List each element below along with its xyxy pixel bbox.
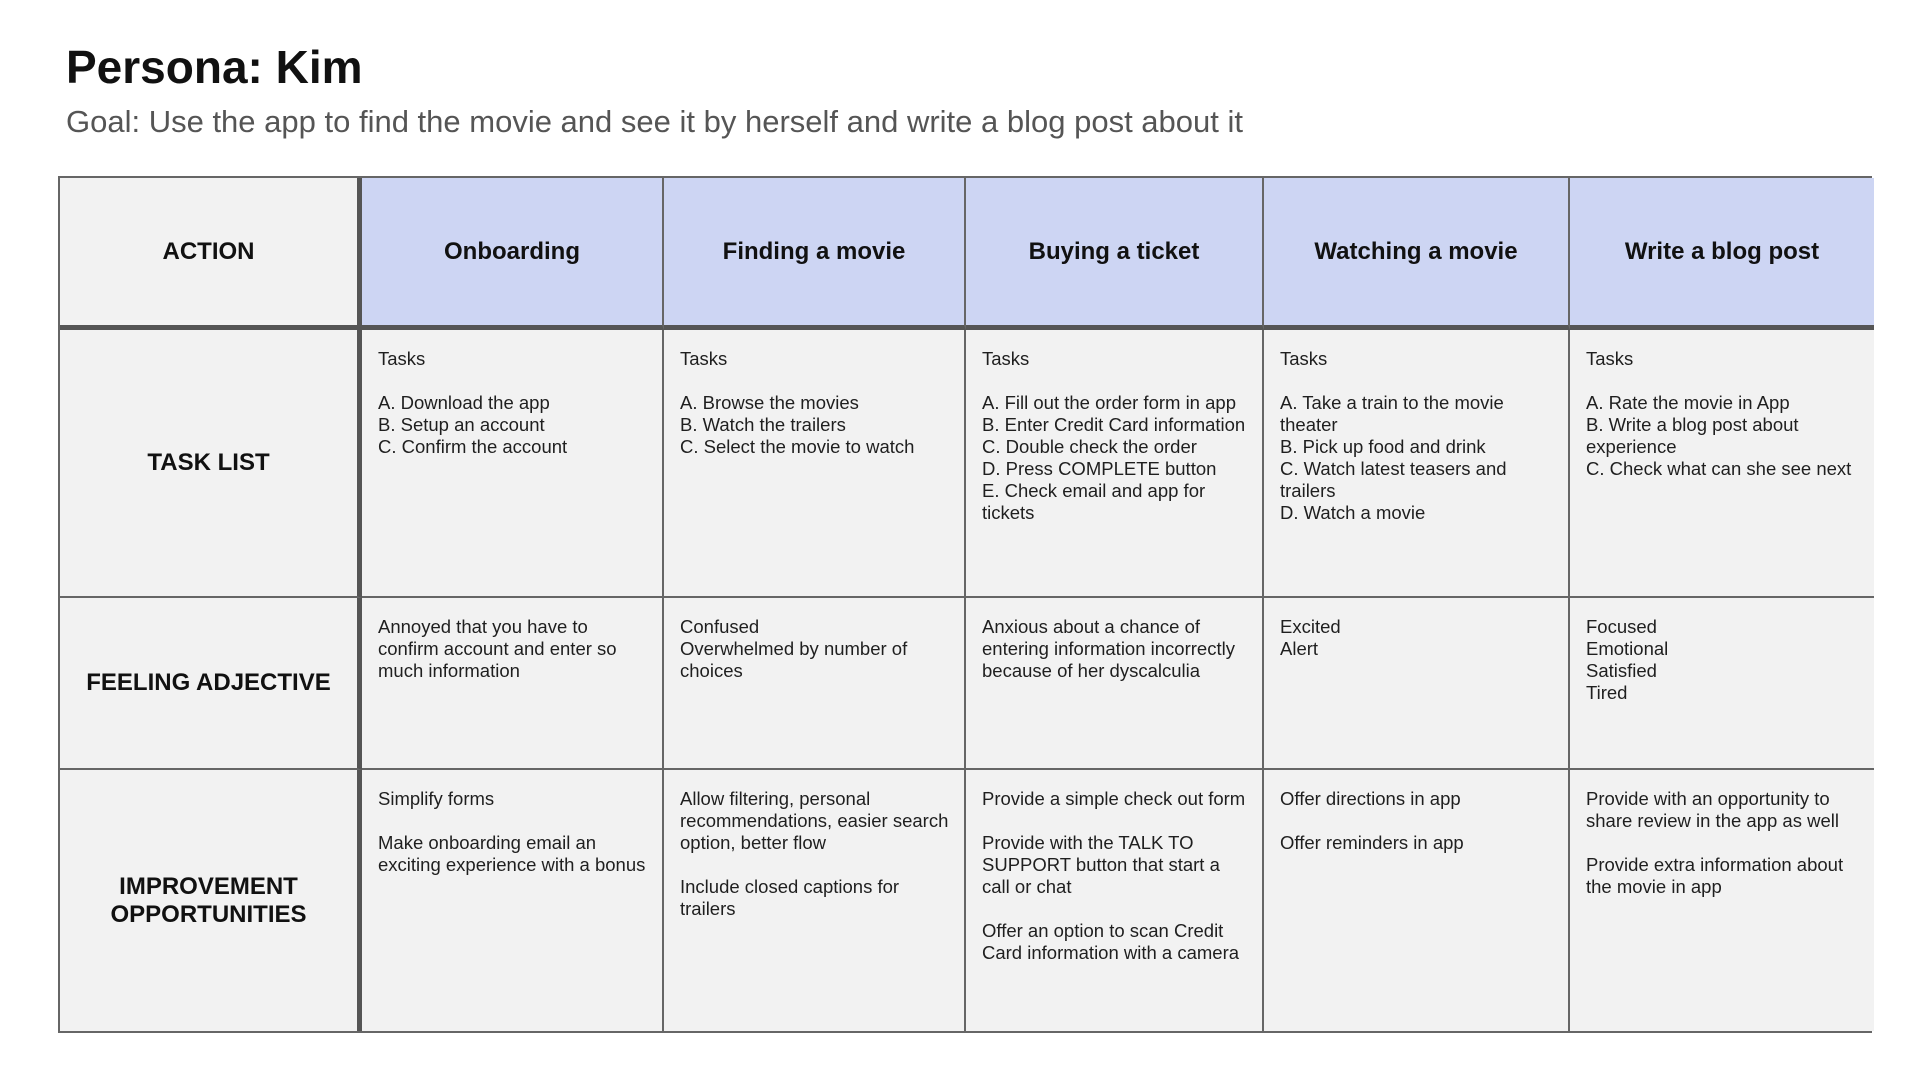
task-item: B. Write a blog post about experience: [1586, 414, 1799, 457]
task-item: C. Watch latest teasers and trailers: [1280, 458, 1507, 501]
improvements-cell-finding-movie: [664, 770, 966, 1031]
task-item: C. Select the movie to watch: [680, 436, 915, 457]
improvement-item: Provide a simple check out form: [982, 788, 1246, 809]
stage-header-onboarding: Onboarding: [362, 178, 664, 330]
feeling-item: Tired: [1586, 682, 1628, 703]
page-title: Persona: Kim: [66, 41, 363, 93]
feeling-item: Overwhelmed by number of choices: [680, 638, 908, 681]
improvement-item: Include closed captions for trailers: [680, 876, 900, 919]
feelings-cell-finding-movie: [664, 598, 966, 770]
improvement-item: Offer an option to scan Credit Card information with a camera: [982, 920, 1240, 963]
feeling-item: Confused: [680, 616, 760, 637]
row-label-improvement: [60, 770, 362, 1031]
row-label-improvement-line1: IMPROVEMENT: [119, 872, 298, 900]
feeling-item: Excited: [1280, 616, 1341, 637]
task-item: A. Download the app: [378, 392, 550, 413]
feelings-cell-onboarding: [362, 598, 664, 770]
feeling-item: Alert: [1280, 638, 1319, 659]
feeling-item: Annoyed that you have to confirm account and enter so much information: [378, 616, 617, 681]
task-item: B. Pick up food and drink: [1280, 436, 1486, 457]
improvement-item: Allow filtering, personal recommendations, easier search option, better flow: [680, 788, 949, 853]
feelings-cell-blog-post: [1570, 598, 1874, 770]
feeling-item: Emotional: [1586, 638, 1669, 659]
improvement-item: Offer reminders in app: [1280, 832, 1464, 853]
journey-map-table: [58, 176, 1872, 1033]
task-item: A. Rate the movie in App: [1586, 392, 1790, 413]
row-label-task-list-text: TASK LIST: [147, 449, 270, 477]
stage-header-watching-movie: Watching a movie: [1264, 178, 1570, 330]
tasks-heading: Tasks: [982, 348, 1030, 369]
feeling-item: Focused: [1586, 616, 1657, 637]
improvements-cell-watching-movie: [1264, 770, 1570, 1031]
tasks-cell-blog-post: [1570, 330, 1874, 598]
task-item: C. Check what can she see next: [1586, 458, 1852, 479]
task-item: E. Check email and app for tickets: [982, 480, 1206, 523]
tasks-heading: Tasks: [680, 348, 728, 369]
feelings-cell-watching-movie: [1264, 598, 1570, 770]
improvement-item: Provide with the TALK TO SUPPORT button that start a call or chat: [982, 832, 1220, 897]
task-item: A. Fill out the order form in app: [982, 392, 1236, 413]
feeling-item: Satisfied: [1586, 660, 1657, 681]
goal-subtitle: Goal: Use the app to find the movie and see it by herself and write a blog post about it: [66, 104, 1243, 139]
task-item: D. Press COMPLETE button: [982, 458, 1217, 479]
row-label-feeling-text: FEELING ADJECTIVE: [86, 669, 331, 697]
stage-header-blog-post: Write a blog post: [1570, 178, 1874, 330]
improvements-cell-onboarding: [362, 770, 664, 1031]
task-item: A. Take a train to the movie theater: [1280, 392, 1504, 435]
task-item: C. Confirm the account: [378, 436, 568, 457]
improvements-cell-buying-ticket: [966, 770, 1264, 1031]
improvement-item: Provide with an opportunity to share review in the app as well: [1586, 788, 1839, 831]
tasks-heading: Tasks: [378, 348, 426, 369]
stage-header-finding-movie: Finding a movie: [664, 178, 966, 330]
improvement-item: Simplify forms: [378, 788, 495, 809]
feelings-cell-buying-ticket: [966, 598, 1264, 770]
tasks-cell-onboarding: [362, 330, 664, 598]
task-item: D. Watch a movie: [1280, 502, 1426, 523]
improvements-cell-blog-post: [1570, 770, 1874, 1031]
feeling-item: Anxious about a chance of entering information incorrectly because of her dyscalculia: [982, 616, 1235, 681]
improvement-item: Provide extra information about the movie in app: [1586, 854, 1844, 897]
tasks-heading: Tasks: [1586, 348, 1634, 369]
stage-header-buying-ticket: Buying a ticket: [966, 178, 1264, 330]
task-item: B. Watch the trailers: [680, 414, 846, 435]
task-item: C. Double check the order: [982, 436, 1197, 457]
improvement-item: Make onboarding email an exciting experience with a bonus: [378, 832, 646, 875]
row-label-action-text: ACTION: [162, 237, 255, 265]
tasks-cell-buying-ticket: [966, 330, 1264, 598]
task-item: A. Browse the movies: [680, 392, 859, 413]
task-item: B. Setup an account: [378, 414, 545, 435]
tasks-heading: Tasks: [1280, 348, 1328, 369]
tasks-cell-watching-movie: [1264, 330, 1570, 598]
row-label-improvement-line2: OPPORTUNITIES: [110, 900, 307, 928]
row-label-action: [60, 178, 362, 330]
tasks-cell-finding-movie: [664, 330, 966, 598]
row-label-task-list: [60, 330, 362, 598]
improvement-item: Offer directions in app: [1280, 788, 1461, 809]
task-item: B. Enter Credit Card information: [982, 414, 1246, 435]
row-label-feeling: [60, 598, 362, 770]
